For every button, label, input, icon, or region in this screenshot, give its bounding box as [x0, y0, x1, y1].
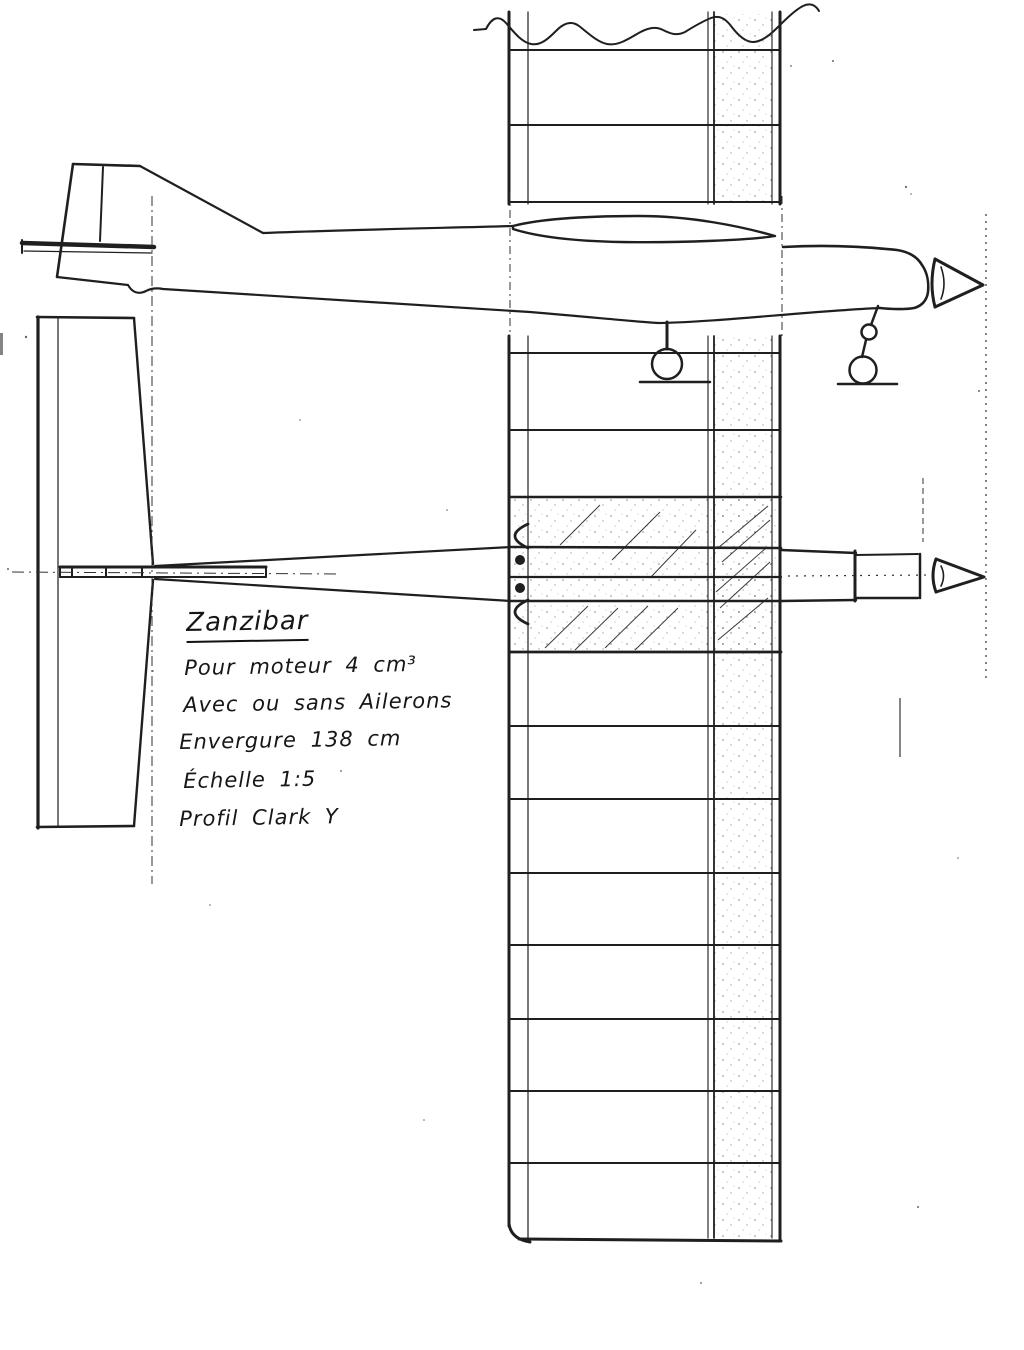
- tailplane-tip-edge: [37, 317, 134, 318]
- fuselage-nose-side: [781, 550, 856, 553]
- nose-landing-gear: [838, 306, 897, 384]
- wing-bolt: [515, 555, 525, 565]
- spinner-plan: [933, 559, 984, 592]
- note-scale: Échelle 1:5: [183, 766, 317, 793]
- note-wingspan: Envergure 138 cm: [179, 726, 402, 754]
- wing-shading-band: [714, 336, 772, 1238]
- note-airfoil: Profil Clark Y: [179, 804, 339, 831]
- fuselage-taper-line: [155, 579, 511, 601]
- fuselage-taper-line: [155, 547, 511, 566]
- nose-top-outline: [783, 246, 928, 309]
- strut-link: [862, 325, 877, 340]
- stabilizer-side: [22, 240, 154, 253]
- tailplane-tip-edge: [37, 826, 134, 827]
- tailplane-trailing-edge: [134, 318, 153, 564]
- side-view: [22, 164, 983, 384]
- engine-cowl-plan: [855, 551, 920, 601]
- wing-airfoil-section: [513, 216, 775, 242]
- wing-tip-edge: [519, 1239, 781, 1241]
- reference-lines: [12, 192, 986, 884]
- tailplane-trailing-edge: [134, 580, 153, 826]
- fin-rudder: [57, 164, 263, 277]
- fuselage-side-outline: [57, 226, 928, 323]
- note-ailerons: Avec ou sans Ailerons: [183, 688, 453, 717]
- wing-bolt: [515, 583, 525, 593]
- wing-center-shading: [512, 498, 780, 651]
- wing-shading-band: [714, 14, 772, 204]
- note-engine: Pour moteur 4 cm³: [184, 651, 418, 680]
- fuselage-side-line: [511, 547, 781, 548]
- fuselage-nose-side: [781, 600, 856, 601]
- wing-plan-view: [474, 4, 819, 1242]
- nose-wheel: [850, 357, 877, 384]
- spinner-side: [932, 259, 983, 307]
- tail-centerline: [12, 572, 340, 574]
- plan-title: Zanzibar: [186, 606, 309, 643]
- nose-centerline: [788, 575, 932, 576]
